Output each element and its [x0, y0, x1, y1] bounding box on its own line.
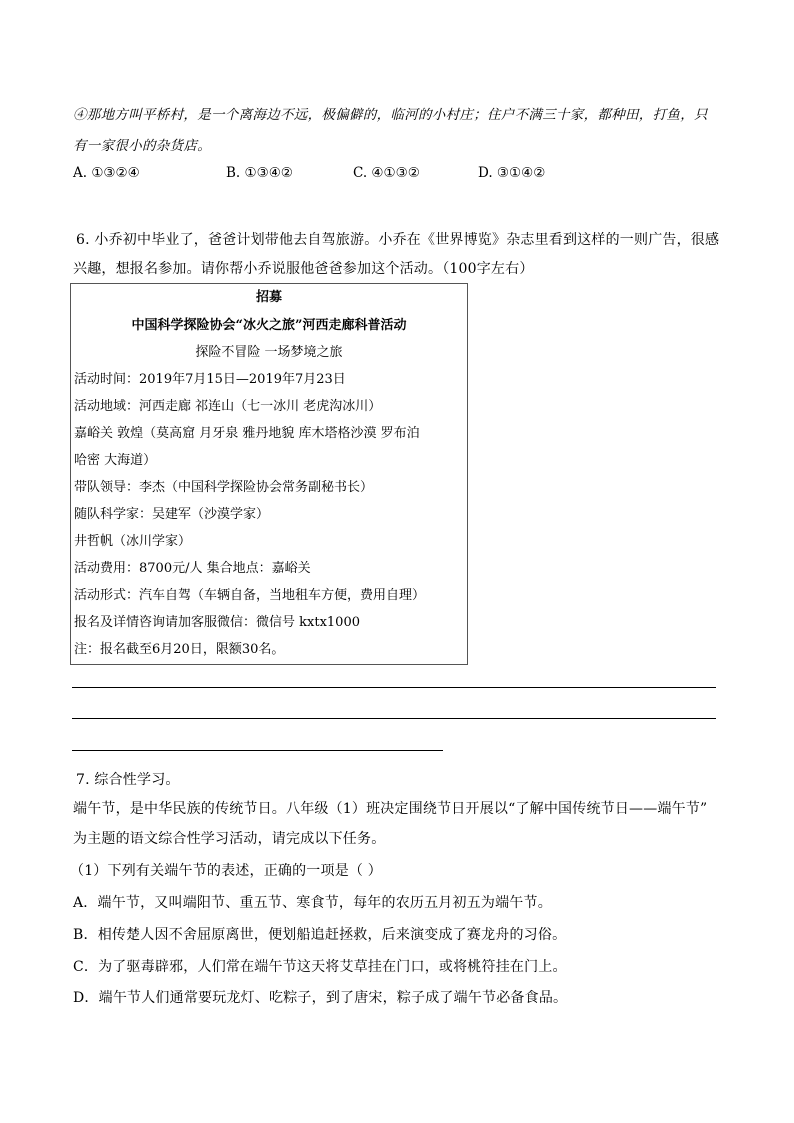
answer-line-2[interactable] — [72, 718, 716, 719]
ad-box — [70, 283, 468, 665]
q5-options — [73, 165, 733, 185]
ad-line-scientist-2: 井哲帆（冰川学家） — [74, 534, 192, 549]
answer-line-3[interactable] — [72, 750, 443, 751]
ad-line-format: 活动形式：汽车自驾（车辆自备，当地租车方便，费用自理） — [74, 588, 426, 603]
ad-line-leader: 带队领导：李杰（中国科学探险协会常务副秘书长） — [74, 480, 374, 495]
ad-line-region-cont: 嘉峪关 敦煌（莫高窟 月牙泉 雅丹地貌 库木塔格沙漠 罗布泊 — [74, 426, 420, 441]
q5-item4-line2: 有一家很小的杂货店。 — [73, 138, 211, 154]
q5-option-a[interactable]: A. ①③②④ — [73, 165, 140, 181]
q7-intro-line2: 为主题的语文综合性学习活动，请完成以下任务。 — [73, 831, 386, 847]
ad-line-scientist: 随队科学家：吴建军（沙漠学家） — [74, 507, 270, 522]
q5-option-c[interactable]: C. ④①③② — [353, 165, 420, 181]
answer-line-1[interactable] — [72, 687, 716, 688]
ad-title: 招募 — [255, 290, 282, 305]
ad-line-contact: 报名及详情咨询请加客服微信：微信号 kxtx1000 — [74, 615, 360, 630]
ad-line-region-end: 哈密 大海道） — [74, 453, 157, 468]
ad-line-region: 活动地域：河西走廊 祁连山（七一冰川 老虎沟冰川） — [74, 399, 382, 414]
q7-heading: 7. 综合性学习。 — [76, 772, 180, 788]
q7-choice-a[interactable]: A．端午节，又叫端阳节、重五节、寒食节，每年的农历五月初五为端午节。 — [73, 895, 552, 911]
q7-choice-d[interactable]: D．端午节人们通常要玩龙灯、吃粽子，到了唐宋，粽子成了端午节必备食品。 — [73, 990, 568, 1006]
q6-prompt-line2: 兴趣，想报名参加。请你帮小乔说服他爸爸参加这个活动。（100字左右） — [73, 261, 534, 277]
ad-slogan: 探险不冒险 一场梦境之旅 — [195, 345, 343, 360]
q5-item4-line1: ④那地方叫平桥村，是一个离海边不远，极偏僻的，临河的小村庄；住户不满三十家，都种田，打鱼，只 — [73, 107, 708, 123]
q7-intro-line1: 端午节，是中华民族的传统节日。八年级（1）班决定围绕节日开展以“了解中国传统节日——端午节” — [73, 801, 708, 817]
q7-sub1: （1）下列有关端午节的表述，正确的一项是（ ） — [70, 863, 382, 879]
q7-choice-c[interactable]: C．为了驱毒辟邪，人们常在端午节这天将艾草挂在门口，或将桃符挂在门上。 — [73, 959, 567, 975]
ad-line-time: 活动时间：2019年7月15日—2019年7月23日 — [74, 372, 346, 387]
ad-subtitle: 中国科学探险协会“冰火之旅”河西走廊科普活动 — [131, 318, 407, 333]
ad-line-fee: 活动费用：8700元/人 集合地点：嘉峪关 — [74, 561, 311, 576]
q7-choice-b[interactable]: B．相传楚人因不舍屈原离世，便划船追赶拯救，后来演变成了赛龙舟的习俗。 — [73, 927, 567, 943]
q5-option-d[interactable]: D. ③①④② — [478, 165, 546, 181]
q5-option-b[interactable]: B. ①③④② — [226, 165, 293, 181]
q6-prompt-line1: 6. 小乔初中毕业了，爸爸计划带他去自驾旅游。小乔在《世界博览》杂志里看到这样的一则广告，很感 — [76, 232, 720, 248]
ad-line-note: 注：报名截至6月20日，限额30名。 — [74, 642, 285, 657]
